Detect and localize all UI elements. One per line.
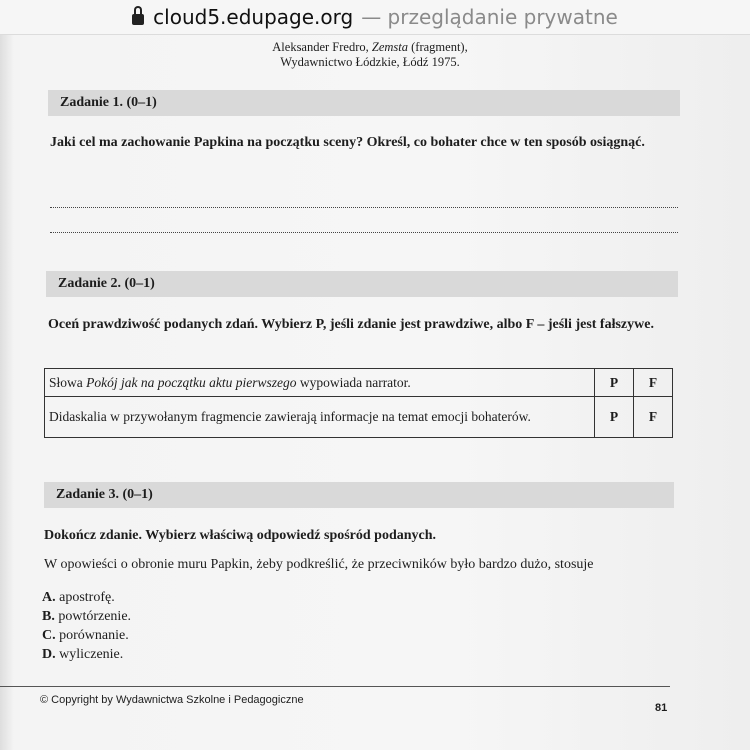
option-d-letter: D. xyxy=(42,647,56,662)
statement-1-pre: Słowa xyxy=(49,374,87,390)
statement-1-quote: Pokój jak na początku aktu pierwszego xyxy=(86,374,297,390)
url-domain: cloud5.edupage.org xyxy=(153,5,354,29)
table-row xyxy=(45,397,673,438)
statement-2 xyxy=(45,397,595,438)
option-a-letter: A. xyxy=(42,590,56,605)
option-b-letter: B. xyxy=(42,609,55,624)
page-number: 81 xyxy=(655,702,668,714)
option-b[interactable] xyxy=(42,607,131,626)
statement-2-text: Didaskalia w przywołanym fragmencie zawierają informacje na temat emocji bohaterów. xyxy=(49,409,531,424)
option-f-2[interactable]: F xyxy=(634,397,673,438)
statement-1 xyxy=(45,369,595,397)
option-d[interactable] xyxy=(42,645,131,664)
option-d-text: wyliczenie. xyxy=(55,647,124,662)
task3-question: Dokończ zdanie. Wybierz właściwą odpowiedź spośród podanych. xyxy=(44,528,437,543)
statement-1-post: wypowiada narrator. xyxy=(296,374,411,390)
option-p-1[interactable]: P xyxy=(595,369,634,397)
task2-question: Oceń prawdziwość podanych zdań. Wybierz P, jeśli zdanie jest prawdziwe, albo F – jeśli jest fałszywe. xyxy=(48,317,654,332)
answer-line-2 xyxy=(50,232,678,233)
source-author: Aleksander Fredro, xyxy=(272,40,372,54)
address-bar[interactable] xyxy=(0,0,750,35)
option-b-text: powtórzenie. xyxy=(54,609,132,624)
lock-icon xyxy=(132,14,144,25)
source-publisher: Wydawnictwo Łódzkie, Łódź 1975. xyxy=(280,55,460,69)
source-work: Zemsta xyxy=(371,40,409,54)
true-false-table xyxy=(44,368,673,438)
option-c-letter: C. xyxy=(42,628,56,643)
private-browsing-label: — przeglądanie prywatne xyxy=(361,5,618,29)
copyright-notice: © Copyright by Wydawnictwa Szkolne i Pedagogiczne xyxy=(40,694,304,706)
task1-header: Zadanie 1. (0–1) xyxy=(48,90,680,116)
task1-question: Jaki cel ma zachowanie Papkina na początku sceny? Określ, co bohater chce w ten sposób osiągnąć. xyxy=(50,135,645,150)
option-f-1[interactable]: F xyxy=(634,369,673,397)
document-page xyxy=(0,35,750,750)
task2-header: Zadanie 2. (0–1) xyxy=(46,271,678,297)
table-row xyxy=(45,369,673,397)
task3-intro: W opowieści o obronie muru Papkin, żeby podkreślić, że przeciwników było bardzo dużo, stosuje xyxy=(44,557,594,572)
task3-header: Zadanie 3. (0–1) xyxy=(44,482,674,508)
option-c-text: porównanie. xyxy=(55,628,129,643)
answer-options xyxy=(42,588,131,664)
answer-line-1 xyxy=(50,207,678,208)
footer-divider xyxy=(0,686,670,687)
source-fragment: (fragment), xyxy=(408,40,468,54)
option-c[interactable] xyxy=(42,626,131,645)
source-citation xyxy=(0,40,740,55)
option-a[interactable] xyxy=(42,588,131,607)
option-p-2[interactable]: P xyxy=(595,397,634,438)
option-a-text: apostrofę. xyxy=(55,590,115,605)
